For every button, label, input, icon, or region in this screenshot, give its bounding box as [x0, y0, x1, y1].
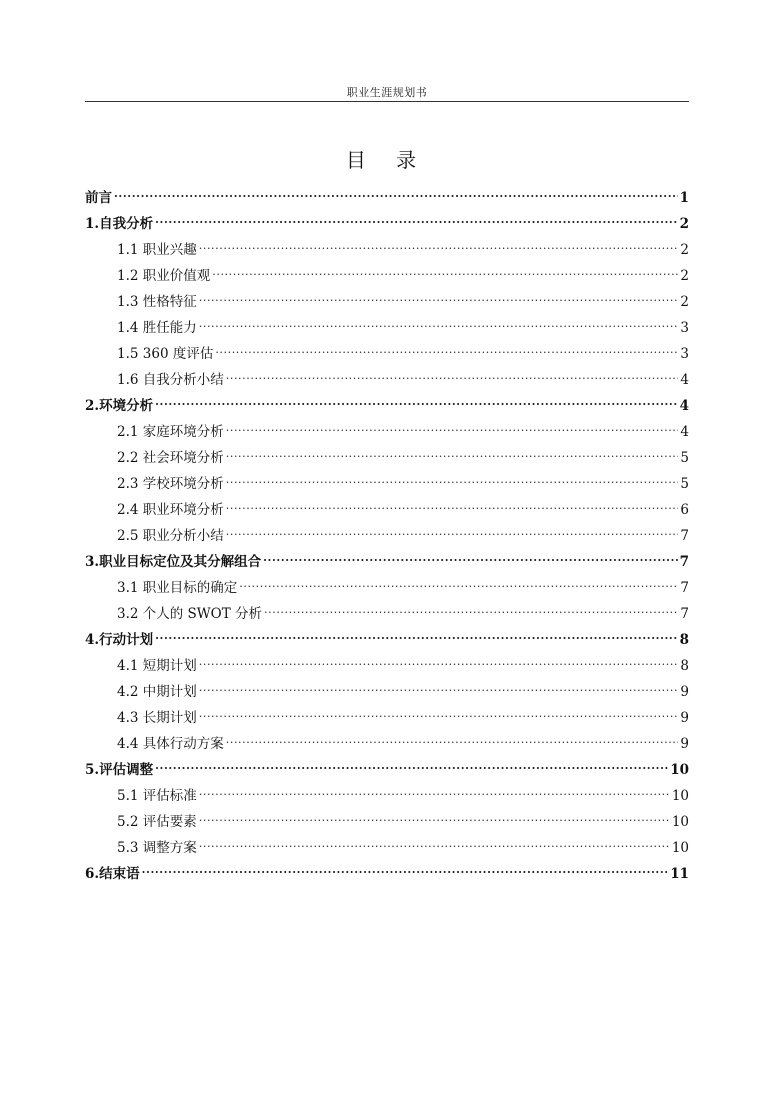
- toc-entry[interactable]: [117, 260, 689, 284]
- toc-entry-label: 4.2 中期计划: [117, 684, 197, 700]
- dot-leader: [226, 416, 679, 436]
- header-rule: [85, 101, 689, 102]
- toc-entry[interactable]: [117, 676, 689, 700]
- toc-entry-page-number: 10: [671, 788, 689, 804]
- toc-entry-page-number: 8: [680, 658, 689, 674]
- dot-leader: [199, 780, 670, 800]
- dot-leader: [114, 182, 678, 202]
- toc-entry-label: 2.1 家庭环境分析: [117, 424, 224, 440]
- running-header: 职业生涯规划书: [346, 86, 428, 99]
- toc-entry-page-number: 7: [680, 606, 689, 622]
- toc-entry-page-number: 2: [680, 242, 689, 258]
- toc-entry-page-number: 4: [679, 398, 689, 414]
- toc-entry-page-number: 2: [680, 268, 689, 284]
- toc-entry[interactable]: [85, 624, 689, 648]
- toc-entry[interactable]: [117, 442, 689, 466]
- toc-entry-label: 3.2 个人的 SWOT 分析: [117, 606, 263, 622]
- dot-leader: [199, 650, 679, 670]
- toc-entry-page-number: 10: [671, 840, 689, 856]
- toc-entry-page-number: 1: [679, 190, 689, 206]
- dot-leader: [212, 260, 678, 280]
- toc-entry-page-number: 9: [680, 684, 689, 700]
- dot-leader: [226, 494, 679, 514]
- toc-entry-page-number: 2: [679, 216, 689, 232]
- toc-entry-label: 3.1 职业目标的确定: [117, 580, 238, 596]
- toc-entry-label: 4.行动计划: [85, 632, 154, 648]
- toc-entry[interactable]: [85, 858, 689, 882]
- toc-entry-label: 3.职业目标定位及其分解组合: [85, 554, 262, 570]
- toc-entry-label: 1.1 职业兴趣: [117, 242, 197, 258]
- toc-entry[interactable]: [85, 208, 689, 232]
- dot-leader: [199, 286, 679, 306]
- toc-entry[interactable]: [117, 572, 689, 596]
- toc-entry-label: 5.2 评估要素: [117, 814, 197, 830]
- toc-entry-page-number: 2: [680, 294, 689, 310]
- toc-entry[interactable]: [117, 468, 689, 492]
- toc-entry[interactable]: [85, 754, 689, 778]
- toc-entry[interactable]: [117, 806, 689, 830]
- toc-entry-page-number: 6: [680, 502, 689, 518]
- toc-entry[interactable]: [117, 780, 689, 804]
- toc-entry-label: 1.5 360 度评估: [117, 346, 214, 362]
- dot-leader: [215, 338, 678, 358]
- toc-entry-label: 2.3 学校环境分析: [117, 476, 224, 492]
- toc-entry-label: 6.结束语: [85, 866, 140, 882]
- toc-entry-page-number: 7: [680, 580, 689, 596]
- dot-leader: [155, 624, 678, 644]
- toc-entry-page-number: 4: [680, 372, 689, 388]
- dot-leader: [239, 572, 678, 592]
- toc-entry-page-number: 3: [680, 320, 689, 336]
- toc-entry[interactable]: [117, 364, 689, 388]
- dot-leader: [226, 364, 679, 384]
- dot-leader: [263, 546, 678, 566]
- toc-entry[interactable]: [85, 546, 689, 570]
- toc-entry-page-number: 9: [680, 736, 689, 752]
- toc-entry-page-number: 11: [670, 866, 689, 882]
- toc-entry[interactable]: [117, 650, 689, 674]
- toc-entry-label: 1.3 性格特征: [117, 294, 197, 310]
- dot-leader: [226, 520, 679, 540]
- toc-entry-page-number: 3: [680, 346, 689, 362]
- toc-entry[interactable]: [117, 416, 689, 440]
- dot-leader: [264, 598, 678, 618]
- toc-entry-page-number: 10: [670, 762, 689, 778]
- toc-entry-label: 1.自我分析: [85, 216, 154, 232]
- toc-entry-label: 4.4 具体行动方案: [117, 736, 224, 752]
- toc-entry-page-number: 5: [680, 476, 689, 492]
- toc-entry[interactable]: [117, 598, 689, 622]
- toc-entry-page-number: 10: [671, 814, 689, 830]
- toc-entry[interactable]: [117, 494, 689, 518]
- toc-entry-page-number: 7: [680, 528, 689, 544]
- dot-leader: [199, 312, 679, 332]
- toc-entry[interactable]: [117, 338, 689, 362]
- dot-leader: [199, 702, 679, 722]
- toc-entry-page-number: 7: [679, 554, 689, 570]
- toc-entry-label: 前言: [85, 190, 112, 206]
- dot-leader: [226, 442, 679, 462]
- dot-leader: [199, 806, 670, 826]
- toc-entry-page-number: 9: [680, 710, 689, 726]
- toc-entry[interactable]: [117, 520, 689, 544]
- dot-leader: [226, 468, 679, 488]
- dot-leader: [155, 208, 678, 228]
- toc-entry-label: 2.环境分析: [85, 398, 154, 414]
- toc-entry-label: 2.5 职业分析小结: [117, 528, 224, 544]
- toc-entry-label: 1.2 职业价值观: [117, 268, 211, 284]
- toc-entry-page-number: 5: [680, 450, 689, 466]
- dot-leader: [199, 234, 679, 254]
- toc-entry[interactable]: [117, 832, 689, 856]
- toc-entry-label: 1.4 胜任能力: [117, 320, 197, 336]
- dot-leader: [155, 390, 678, 410]
- dot-leader: [226, 728, 679, 748]
- toc-entry-label: 2.4 职业环境分析: [117, 502, 224, 518]
- toc-entry-label: 5.1 评估标准: [117, 788, 197, 804]
- toc-entry-label: 1.6 自我分析小结: [117, 372, 224, 388]
- toc-entry[interactable]: [117, 702, 689, 726]
- dot-leader: [199, 832, 670, 852]
- toc-entry[interactable]: [85, 390, 689, 414]
- toc-entry-label: 2.2 社会环境分析: [117, 450, 224, 466]
- toc-entry-label: 4.3 长期计划: [117, 710, 197, 726]
- toc-entry-label: 4.1 短期计划: [117, 658, 197, 674]
- dot-leader: [142, 858, 669, 878]
- toc-title: 目 录: [345, 148, 429, 172]
- toc-entry[interactable]: [85, 182, 689, 206]
- toc-entry-page-number: 4: [680, 424, 689, 440]
- toc-entry-page-number: 8: [679, 632, 689, 648]
- toc-entry[interactable]: [117, 286, 689, 310]
- toc-entry[interactable]: [117, 728, 689, 752]
- dot-leader: [155, 754, 668, 774]
- toc-entry[interactable]: [117, 234, 689, 258]
- toc-entry-label: 5.3 调整方案: [117, 840, 197, 856]
- toc-entry-label: 5.评估调整: [85, 762, 154, 778]
- dot-leader: [199, 676, 679, 696]
- toc-entry[interactable]: [117, 312, 689, 336]
